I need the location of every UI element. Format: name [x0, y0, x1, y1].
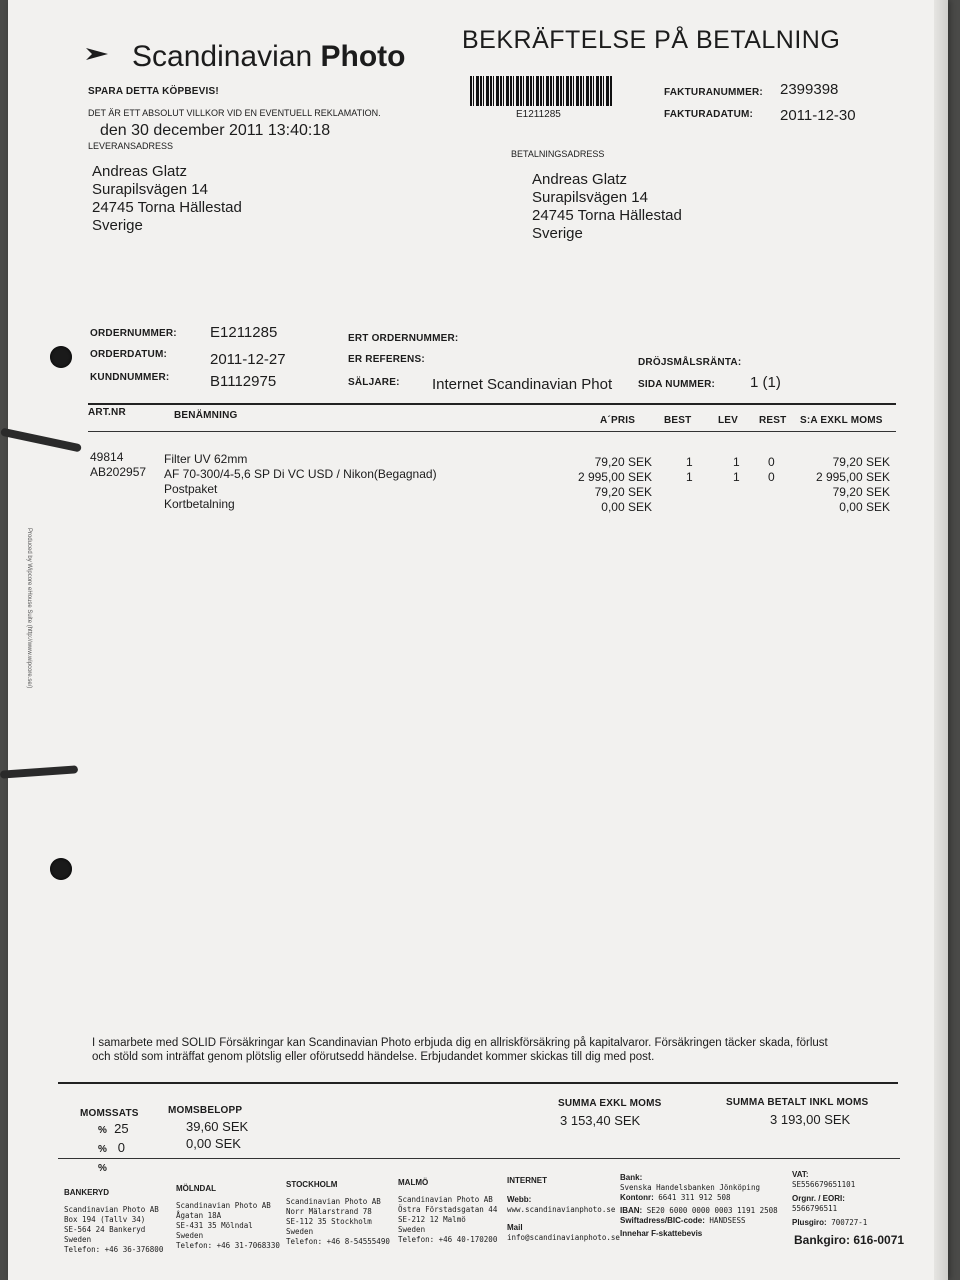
footer-line: Ågatan 18A: [176, 1211, 222, 1220]
footer-line: Scandinavian Photo AB: [398, 1195, 493, 1204]
footer-line: SE-564 24 Bankeryd: [64, 1225, 146, 1234]
swift-label: Swiftadress/BIC-code:: [620, 1216, 705, 1225]
mail-label: Mail: [507, 1223, 523, 1232]
bank-name: Svenska Handelsbanken Jönköping: [620, 1183, 760, 1192]
your-order-number-label: ERT ORDERNUMMER:: [348, 333, 459, 344]
vat-id: SE556679651101: [792, 1180, 856, 1189]
col-unit-price: A´PRIS: [600, 415, 636, 426]
billing-line: Surapilsvägen 14: [532, 189, 648, 206]
sum-paid-incl-vat: 3 193,00 SEK: [770, 1112, 851, 1127]
vat-row: [98, 1120, 129, 1139]
footer-internet: [507, 1176, 620, 1243]
late-interest-label: DRÖJSMÅLSRÄNTA:: [638, 357, 742, 368]
table-cell-name: Filter UV 62mm: [164, 452, 248, 466]
footer-line: Sweden: [64, 1235, 92, 1244]
sum-excl-vat-label: SUMMA EXKL MOMS: [558, 1098, 662, 1109]
table-cell-art: 49814: [90, 450, 124, 464]
delivery-line: Surapilsvägen 14: [92, 181, 208, 198]
footer-line: Scandinavian Photo AB: [64, 1205, 159, 1214]
plusgiro-label: Plusgiro:: [792, 1218, 827, 1227]
web-label: Webb:: [507, 1195, 532, 1204]
mail-link[interactable]: info@scandinavianphoto.se: [507, 1233, 620, 1242]
web-link[interactable]: www.scandinavianphoto.se: [507, 1205, 616, 1214]
delivery-line: 24745 Torna Hällestad: [92, 199, 242, 216]
col-name-values: [164, 452, 437, 512]
delivery-address: [92, 163, 242, 235]
col-remaining: REST: [759, 415, 787, 426]
page-edge: [934, 0, 948, 1280]
table-cell-price: 0,00 SEK: [601, 500, 652, 514]
vat-amount: 39,60 SEK: [186, 1119, 249, 1134]
table-cell-rest: 0: [768, 470, 775, 484]
table-cell-price: 79,20 SEK: [594, 485, 652, 499]
order-date-label: ORDERDATUM:: [90, 349, 168, 360]
billing-address-label: BETALNINGSADRESS: [511, 149, 605, 159]
footer-title: INTERNET: [507, 1176, 547, 1185]
header-divider: [88, 403, 896, 405]
footer-line: Scandinavian Photo AB: [176, 1201, 271, 1210]
claim-notice: DET ÄR ETT ABSOLUT VILLKOR VID EN EVENTUELL REKLAMATION.: [88, 108, 381, 118]
totals-divider: [58, 1082, 898, 1084]
table-cell-art: AB202957: [90, 465, 147, 479]
invoice-date: 2011-12-30: [780, 107, 856, 124]
footer-divider: [58, 1158, 900, 1159]
plusgiro: 700727-1: [831, 1218, 868, 1227]
customer-number-label: KUNDNUMMER:: [90, 372, 170, 383]
footer-line: Telefon: +46 40-170200: [398, 1235, 498, 1244]
org-number: 5566796511: [792, 1204, 838, 1213]
col-lev-values: [733, 455, 740, 485]
arrow-logo-icon: [86, 46, 110, 62]
col-art-values: [90, 450, 146, 480]
table-cell-sum: 0,00 SEK: [839, 500, 890, 514]
brand-name-bold: Photo: [320, 40, 406, 73]
vat-id-label: VAT:: [792, 1170, 809, 1179]
barcode: [470, 76, 612, 106]
your-reference-label: ER REFERENS:: [348, 354, 425, 365]
punch-hole-bottom: [50, 858, 72, 880]
vat-amount-label: MOMSBELOPP: [168, 1105, 243, 1116]
footer-line: Sweden: [286, 1227, 314, 1236]
footer-title: MÖLNDAL: [176, 1184, 216, 1193]
insurance-line: I samarbete med SOLID Försäkringar kan Scandinavian Photo erbjuda dig en allriskförsäkring på kapitalvaror. Försäkringen täcker skada, förlust: [92, 1037, 828, 1049]
sum-paid-incl-vat-label: SUMMA BETALT INKL MOMS: [726, 1097, 869, 1108]
footer-title: MALMÖ: [398, 1178, 429, 1187]
footer-line: Telefon: +46 8-54555490: [286, 1237, 390, 1246]
producer-note: Produced by Wipcore eHouse Suite (http://www.wipcore.se/): [26, 528, 32, 689]
footer-vat: [792, 1170, 867, 1228]
table-cell-price: 2 995,00 SEK: [577, 470, 652, 484]
col-delivered: LEV: [718, 415, 739, 426]
order-number-label: ORDERNUMMER:: [90, 328, 177, 339]
vat-percent-sign: %: [98, 1163, 107, 1174]
footer-line: Sweden: [398, 1225, 426, 1234]
footer-line: Telefon: +46 36-376800: [64, 1245, 164, 1254]
customer-number: B1112975: [210, 373, 277, 390]
delivery-line: Sverige: [92, 217, 143, 234]
col-description: BENÄMNING: [174, 410, 238, 421]
footer-line: SE-112 35 Stockholm: [286, 1217, 372, 1226]
barcode-text: E1211285: [516, 109, 561, 120]
account-label: Kontonr:: [620, 1193, 654, 1202]
col-sum-values: [778, 455, 890, 515]
vat-rows: [98, 1120, 129, 1177]
vat-row: [98, 1158, 129, 1177]
punch-hole-top: [50, 346, 72, 368]
vat-amounts: [186, 1118, 248, 1152]
table-cell-price: 79,20 SEK: [594, 455, 652, 469]
keep-receipt-notice: SPARA DETTA KÖPBEVIS!: [88, 86, 219, 97]
seller: Internet Scandinavian Phot: [432, 376, 613, 393]
brand-name-light: Scandinavian: [132, 40, 313, 73]
col-price-values: [548, 455, 652, 515]
footer-line: SE-212 12 Malmö: [398, 1215, 466, 1224]
page-number-label: SIDA NUMMER:: [638, 379, 716, 390]
table-cell-lev: 1: [733, 470, 740, 484]
table-header-divider: [88, 431, 896, 432]
table-cell-sum: 2 995,00 SEK: [815, 470, 890, 484]
footer-molndal: [176, 1184, 280, 1251]
insurance-line: och stöld som inträffat genom plötslig eller oförutsedd händelse. Erbjudandet kommer skickas till dig med post.: [92, 1051, 655, 1063]
account-number: 6641 311 912 508: [658, 1193, 731, 1202]
vat-row: [98, 1139, 129, 1158]
seller-label: SÄLJARE:: [348, 377, 400, 388]
vat-percent-sign: %: [98, 1144, 107, 1155]
table-cell-name: Postpaket: [164, 482, 218, 496]
col-best-values: [686, 455, 693, 485]
invoice-date-label: FAKTURADATUM:: [664, 109, 754, 120]
vat-amount: 0,00 SEK: [186, 1136, 241, 1151]
iban: SE20 6000 0000 0003 1191 2508: [646, 1206, 778, 1215]
order-date: 2011-12-27: [210, 351, 286, 368]
footer-bankeryd: [64, 1188, 163, 1255]
billing-line: Sverige: [532, 225, 583, 242]
vat-percent-sign: %: [98, 1125, 107, 1136]
col-sum-excl-vat: S:A EXKL MOMS: [800, 415, 883, 426]
page-number: 1 (1): [750, 374, 781, 391]
order-number: E1211285: [210, 324, 278, 341]
billing-line: 24745 Torna Hällestad: [532, 207, 682, 224]
table-cell-name: AF 70-300/4-5,6 SP Di VC USD / Nikon(Begagnad): [164, 467, 437, 481]
invoice-number-label: FAKTURANUMMER:: [664, 87, 763, 98]
f-tax-note: Innehar F-skattebevis: [620, 1229, 703, 1238]
table-cell-best: 1: [686, 470, 693, 484]
iban-label: IBAN:: [620, 1206, 643, 1215]
brand-logo: [86, 46, 110, 67]
footer-line: Östra Förstadsgatan 44: [398, 1205, 498, 1214]
footer-line: Norr Mälarstrand 78: [286, 1207, 372, 1216]
col-ordered: BEST: [664, 415, 692, 426]
billing-address: [532, 171, 682, 243]
footer-bank: [620, 1173, 778, 1239]
table-cell-name: Kortbetalning: [164, 497, 235, 511]
table-cell-best: 1: [686, 455, 693, 469]
footer-line: Telefon: +46 31-7068330: [176, 1241, 280, 1250]
vat-rate: 25: [114, 1121, 129, 1136]
vat-rate: 0: [117, 1140, 125, 1155]
delivery-address-label: LEVERANSADRESS: [88, 141, 174, 151]
invoice-number: 2399398: [780, 81, 839, 98]
sum-excl-vat: 3 153,40 SEK: [560, 1113, 641, 1128]
table-cell-sum: 79,20 SEK: [832, 485, 890, 499]
footer-line: Sweden: [176, 1231, 204, 1240]
bank-label: Bank:: [620, 1173, 643, 1182]
footer-malmo: [398, 1178, 497, 1245]
org-number-label: Orgnr. / EORI:: [792, 1194, 845, 1203]
footer-line: SE-431 35 Mölndal: [176, 1221, 253, 1230]
footer-line: Box 194 (Tallv 34): [64, 1215, 146, 1224]
col-art-number: ART.NR: [88, 407, 126, 418]
billing-line: Andreas Glatz: [532, 171, 628, 188]
table-cell-sum: 79,20 SEK: [832, 455, 890, 469]
document-sheet: [8, 0, 948, 1280]
bankgiro: Bankgiro: 616-0071: [794, 1233, 905, 1247]
table-cell-lev: 1: [733, 455, 740, 469]
footer-title: STOCKHOLM: [286, 1180, 338, 1189]
brand-name: [132, 40, 405, 74]
footer-line: Scandinavian Photo AB: [286, 1197, 381, 1206]
swift: HANDSESS: [709, 1216, 746, 1225]
insurance-text: [92, 1036, 828, 1064]
table-cell-rest: 0: [768, 455, 775, 469]
footer-stockholm: [286, 1180, 390, 1247]
delivery-line: Andreas Glatz: [92, 163, 188, 180]
footer-title: BANKERYD: [64, 1188, 110, 1197]
document-title: BEKRÄFTELSE PÅ BETALNING: [462, 26, 841, 54]
vat-rate-label: MOMSSATS: [80, 1108, 139, 1119]
col-rest-values: [768, 455, 775, 485]
order-datetime: den 30 december 2011 13:40:18: [100, 122, 331, 139]
